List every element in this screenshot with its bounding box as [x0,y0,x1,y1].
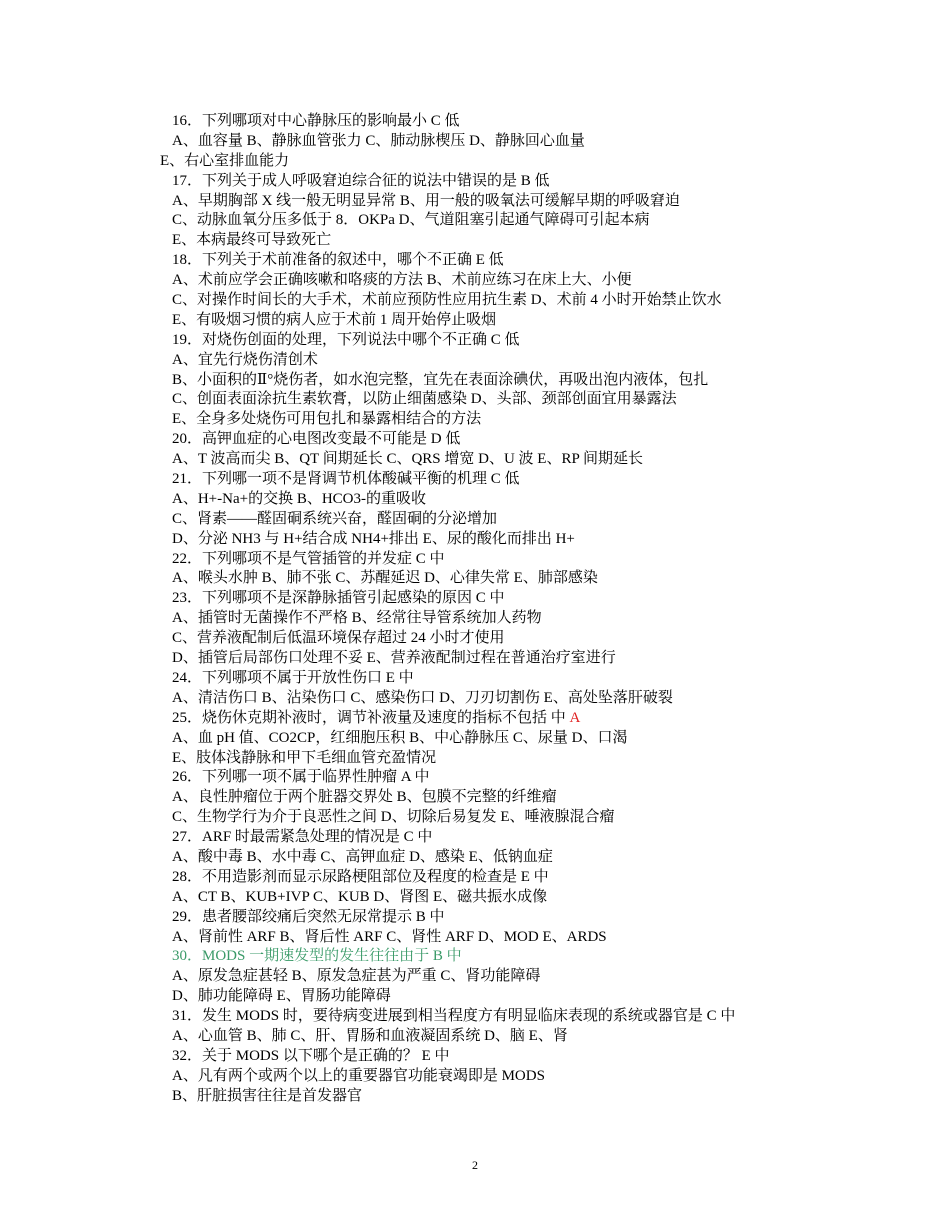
line-text: E、全身多处烧伤可用包扎和暴露相结合的方法 [172,411,482,428]
text-line [160,311,920,331]
text-line [160,1087,920,1107]
line-text: 21．下列哪一项不是肾调节机体酸碱平衡的机理 C 低 [172,471,520,488]
text-line [160,649,920,669]
line-text: C、肾素——醛固硐系统兴奋，醛固硐的分泌增加 [172,510,498,527]
text-line [160,112,920,132]
line-text: 23．下列哪项不是深静脉插管引起感染的原因 C 中 [172,590,505,607]
answer-mark: A [569,709,581,726]
line-text: A、CT B、KUB+IVP C、KUB D、肾图 E、磁共振水成像 [172,888,548,905]
line-text: 22．下列哪项不是气管插管的并发症 C 中 [172,550,445,567]
line-text: 20．高钾血症的心电图改变最不可能是 D 低 [172,431,461,448]
line-text: E、有吸烟习惯的病人应于术前 1 周开始停止吸烟 [172,311,497,328]
text-line [160,132,920,152]
line-text: 31．发生 MODS 时，要待病变进展到相当程度方有明显临床表现的系统或器官是 C 中 [172,1008,736,1025]
text-line [160,192,920,212]
text-line [160,729,920,749]
line-text: A、心血管 B、肺 C、肝、胃肠和血液凝固系统 D、脑 E、肾 [172,1027,568,1044]
text-line [160,410,920,430]
text-line [160,271,920,291]
text-line [160,808,920,828]
line-text: 32．关于 MODS 以下哪个是正确的？ E 中 [172,1047,450,1064]
line-text: E、肢体浅静脉和甲下毛细血管充盈情况 [172,749,437,766]
text-line [160,967,920,987]
text-line [160,1027,920,1047]
text-line [160,291,920,311]
text-line [160,450,920,470]
text-line [160,868,920,888]
line-text: 19．对烧伤创面的处理，下列说法中哪个不正确 C 低 [172,331,520,348]
line-text: C、生物学行为介于良恶性之间 D、切除后易复发 E、唾液腺混合瘤 [172,809,615,826]
line-text: D、分泌 NH3 与 H+结合成 NH4+排出 E、尿的酸化而排出 H+ [172,530,575,547]
text-line [160,1047,920,1067]
line-text: A、良性肿瘤位于两个脏器交界处 B、包膜不完整的纤维瘤 [172,789,557,806]
line-text: E、本病最终可导致死亡 [172,232,332,249]
line-text: 28．不用造影剂而显示尿路梗阻部位及程度的检查是 E 中 [172,868,549,885]
text-line [160,231,920,251]
text-line [160,689,920,709]
text-line [160,629,920,649]
line-text: A、早期胸部 X 线一般无明显异常 B、用一般的吸氧法可缓解早期的呼吸窘迫 [172,192,680,209]
text-line [160,569,920,589]
line-text: C、营养液配制后低温环境保存超过 24 小时才使用 [172,630,505,647]
line-text: A、原发急症甚轻 B、原发急症甚为严重 C、肾功能障碍 [172,968,541,985]
line-text: 17．下列关于成人呼吸窘迫综合征的说法中错误的是 B 低 [172,172,550,189]
text-line [160,669,920,689]
line-text: C、对操作时间长的大手术，术前应预防性应用抗生素 D、术前 4 小时开始禁止饮水 [172,292,722,309]
line-text: D、插管后局部伤口处理不妥 E、营养液配制过程在普通治疗室进行 [172,650,616,667]
text-line [160,888,920,908]
text-line [160,172,920,192]
line-text: 18．下列关于术前准备的叙述中，哪个不正确 E 低 [172,252,504,269]
line-text: A、凡有两个或两个以上的重要器官功能衰竭即是 MODS [172,1067,545,1084]
text-line [160,530,920,550]
line-text: E、右心室排血能力 [160,152,290,169]
line-text: B、肝脏损害往往是首发器官 [172,1087,363,1104]
text-line [160,589,920,609]
line-text: A、喉头水肿 B、肺不张 C、苏醒延迟 D、心律失常 E、肺部感染 [172,570,598,587]
text-line [160,828,920,848]
text-line [160,470,920,490]
text-line [160,768,920,788]
line-text: 24．下列哪项不属于开放性伤口 E 中 [172,669,414,686]
line-text: A、酸中毒 B、水中毒 C、高钾血症 D、感染 E、低钠血症 [172,848,553,865]
line-text: A、H+-Na+的交换 B、HCO3-的重吸收 [172,490,426,507]
line-text: C、动脉血氧分压多低于 8．OKPa D、气道阻塞引起通气障碍可引起本病 [172,212,650,229]
text-line [160,709,920,729]
text-line [160,211,920,231]
text-line [160,788,920,808]
line-text: 26．下列哪一项不属于临界性肿瘤 A 中 [172,769,430,786]
line-text: C、创面表面涂抗生素软膏，以防止细菌感染 D、头部、颈部创面宜用暴露法 [172,391,677,408]
line-text: 30．MODS 一期速发型的发生往往由于 B 中 [172,948,462,965]
text-line [160,251,920,271]
question-list [160,112,920,1107]
text-line [160,1067,920,1087]
text-line [160,749,920,769]
line-text: A、插管时无菌操作不严格 B、经常往导管系统加人药物 [172,610,542,627]
text-line [160,510,920,530]
line-text: B、小面积的Ⅱ°烧伤者，如水泡完整，宜先在表面涂碘伏，再吸出泡内液体，包扎 [172,371,709,388]
text-line [160,550,920,570]
text-line [160,908,920,928]
text-line [160,390,920,410]
text-line [160,351,920,371]
line-text: A、术前应学会正确咳嗽和咯痰的方法 B、术前应练习在床上大、小便 [172,272,632,289]
line-text: A、肾前性 ARF B、肾后性 ARF C、肾性 ARF D、MOD E、ARDS [172,928,607,945]
text-line [160,848,920,868]
line-text: 29．患者腰部绞痛后突然无尿常提示 B 中 [172,908,445,925]
text-line [160,331,920,351]
text-line [160,928,920,948]
line-text: 27．ARF 时最需紧急处理的情况是 C 中 [172,829,433,846]
line-text: A、宜先行烧伤清创术 [172,351,318,368]
line-text: A、清洁伤口 B、沾染伤口 C、感染伤口 D、刀刃切割伤 E、高处坠落肝破裂 [172,689,673,706]
page-number: 2 [472,1158,478,1172]
text-line [160,609,920,629]
text-line [160,152,920,172]
line-text: 16．下列哪项对中心静脉压的影响最小 C 低 [172,113,460,129]
text-line [160,490,920,510]
text-line [160,987,920,1007]
line-text: 25．烧伤休克期补液时，调节补液量及速度的指标不包括 中 [172,709,570,726]
text-line [160,430,920,450]
text-line [160,947,920,967]
line-text: A、血 pH 值、CO2CP，红细胞压积 B、中心静脉压 C、尿量 D、口渴 [172,729,628,746]
text-line [160,371,920,391]
line-text: A、T 波高而尖 B、QT 间期延长 C、QRS 增宽 D、U 波 E、RP 间期延长 [172,451,644,468]
text-line [160,1007,920,1027]
line-text: A、血容量 B、静脉血管张力 C、肺动脉楔压 D、静脉回心血量 [172,132,585,149]
line-text: D、肺功能障碍 E、胃肠功能障碍 [172,988,391,1005]
